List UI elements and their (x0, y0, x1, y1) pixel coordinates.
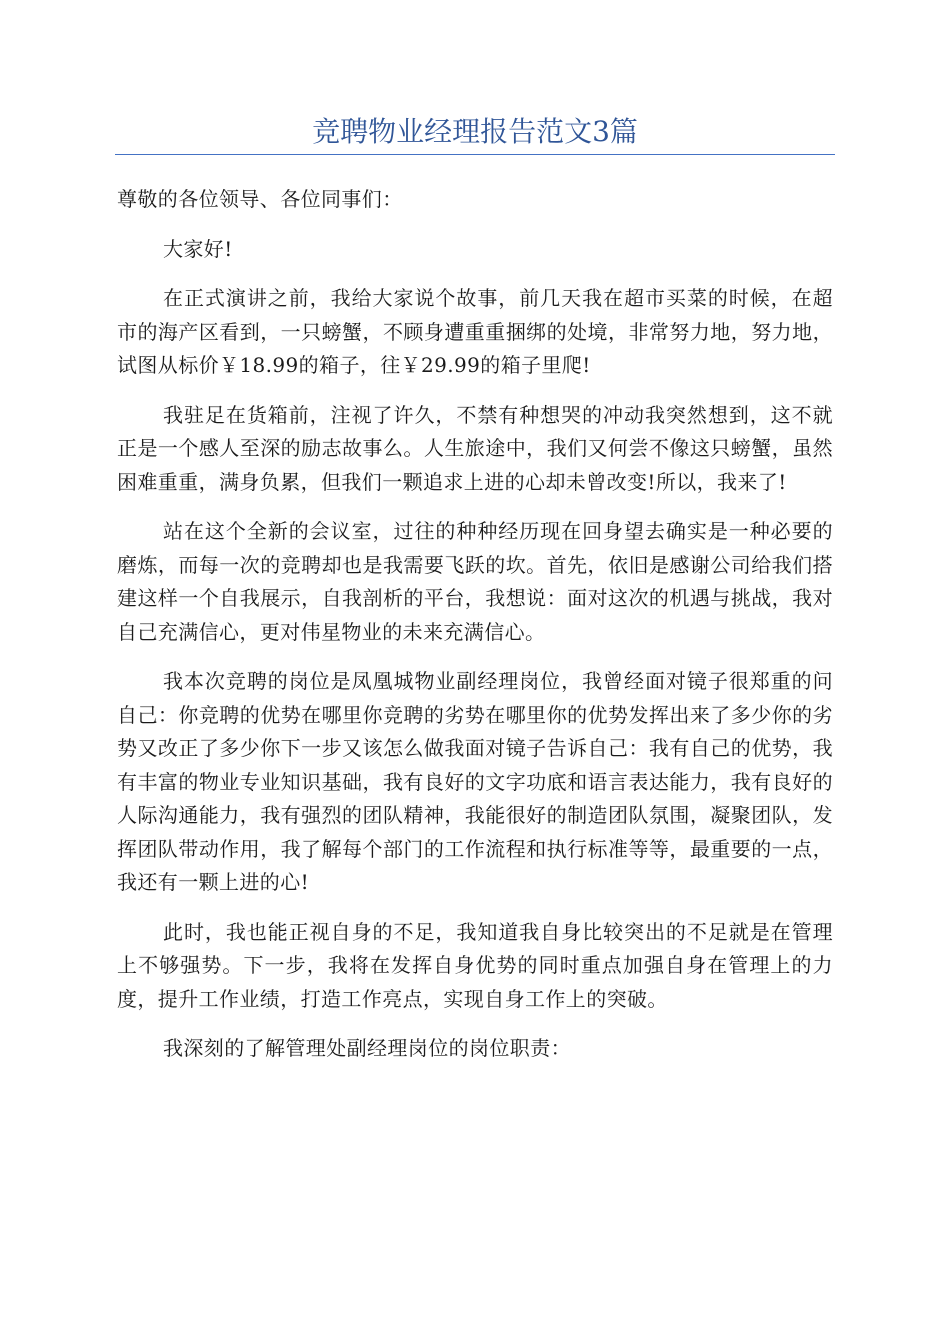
body-paragraph: 站在这个全新的会议室，过往的种种经历现在回身望去确实是一种必要的磨炼，而每一次的竞聘却也是我需要飞跃的坎。首先，依旧是感谢公司给我们搭建这样一个自我展示，自我剖析的平台，我想说：面对这次的机遇与挑战，我对自己充满信心，更对伟星物业的未来充满信心。 (117, 519, 833, 644)
body-paragraph: 此时，我也能正视自身的不足，我知道我自身比较突出的不足就是在管理上不够强势。下一步，我将在发挥自身优势的同时重点加强自身在管理上的力度，提升工作业绩，打造工作亮点，实现自身工作上的突破。 (117, 919, 833, 1011)
body-paragraph: 我驻足在货箱前，注视了许久，不禁有种想哭的冲动我突然想到，这不就正是一个感人至深的励志故事么。人生旅途中，我们又何尝不像这只螃蟹，虽然困难重重，满身负累，但我们一颗追求上进的心却未曾改变!所以，我来了! (117, 402, 833, 494)
greeting-paragraph: 大家好! (163, 236, 233, 261)
salutation-paragraph: 尊敬的各位领导、各位同事们： (117, 187, 403, 211)
body-paragraph: 我本次竞聘的岗位是凤凰城物业副经理岗位，我曾经面对镜子很郑重的问自己：你竞聘的优势在哪里你竞聘的劣势在哪里你的优势发挥出来了多少你的劣势又改正了多少你下一步又该怎么做我面对镜子告诉自己：我有自己的优势，我有丰富的物业专业知识基础，我有良好的文字功底和语言表达能力，我有良好的人际沟通能力，我有强烈的团队精神，我能很好的制造团队氛围，凝聚团队，发挥团队带动作用，我了解每个部门的工作流程和执行标准等等，最重要的一点，我还有一颗上进的心! (117, 669, 833, 894)
body-paragraph: 我深刻的了解管理处副经理岗位的岗位职责： (163, 1036, 571, 1060)
document-title: 竞聘物业经理报告范文3篇 (312, 115, 638, 148)
title-underline-divider (115, 154, 835, 155)
body-paragraph: 在正式演讲之前，我给大家说个故事，前几天我在超市买菜的时候，在超市的海产区看到，一只螃蟹，不顾身遭重重捆绑的处境，非常努力地，努力地，试图从标价￥18.99的箱子，往￥29.99的箱子里爬! (117, 286, 833, 377)
document-body (117, 183, 833, 1082)
